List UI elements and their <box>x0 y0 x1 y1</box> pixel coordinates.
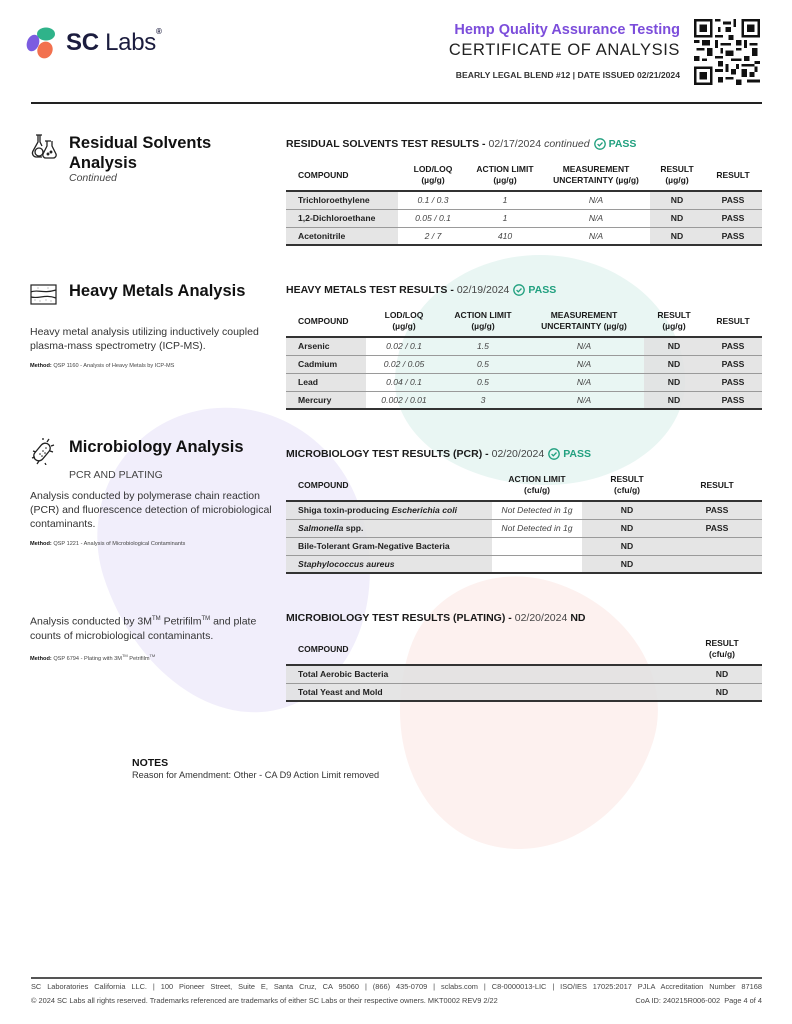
residual-solvents-section <box>30 133 275 184</box>
table-row: 1,2-Dichloroethane 0.05 / 0.1 1 N/A ND PASS <box>286 209 762 227</box>
pcr-description: Analysis conducted by polymerase chain reaction (PCR) and fluorescence detection of microbiological contaminants. <box>30 490 272 530</box>
footer-divider <box>31 977 762 979</box>
section-title: Residual Solvents Analysis <box>69 134 212 172</box>
pass-badge: PASS <box>548 448 591 460</box>
date-issued: DATE ISSUED 02/21/2024 <box>577 70 680 80</box>
table-row: Lead 0.04 / 0.1 0.5 N/A ND PASS <box>286 373 762 391</box>
heavy-metals-table: COMPOUND LOD/LOQ (µg/g) ACTION LIMIT (µg/g) MEASUREMENT UNCERTAINTY (µg/g) RESULT (µg/g) RESULT Arsenic 0.02 / 0.1 1.5 N/A ND PASS Cadmium 0.02 / 0.05 0.5 N/A ND PASS Lead 0.04 / 0.1 0.5 N/A ND PASS Mercury 0.002 / 0.01 3 N/A ND PASS <box>286 310 762 410</box>
header-titles <box>449 22 680 80</box>
notes-text: Reason for Amendment: Other - CA D9 Action Limit removed <box>132 770 380 780</box>
table-row: Total Aerobic Bacteria ND <box>286 665 762 683</box>
coa-id: CoA ID: 240215R006-002 <box>635 996 721 1005</box>
heavy-metals-results <box>286 284 762 410</box>
results-title: MICROBIOLOGY TEST RESULTS (PLATING) - 02/20/2024 ND <box>286 612 586 624</box>
check-circle-icon <box>594 138 606 150</box>
plating-method-text: Method: QSP 6794 - Plating with 3M™ Petrifilm™ <box>30 652 156 662</box>
flask-icon <box>30 133 58 161</box>
plating-section <box>30 612 275 661</box>
status-badge: ND <box>570 612 586 624</box>
section-subtitle: PCR AND PLATING <box>69 469 163 481</box>
microbiology-pcr-results <box>286 448 762 574</box>
heavy-metals-section <box>30 281 275 369</box>
table-row: Mercury 0.002 / 0.01 3 N/A ND PASS <box>286 391 762 409</box>
table-row: Arsenic 0.02 / 0.1 1.5 N/A ND PASS <box>286 337 762 355</box>
header-subtitle: Hemp Quality Assurance Testing <box>454 22 680 38</box>
results-title: HEAVY METALS TEST RESULTS - 02/19/2024 PASS <box>286 284 557 296</box>
microbiology-plating-results <box>286 612 762 702</box>
residual-solvents-table: COMPOUND LOD/LOQ (µg/g) ACTION LIMIT (µg/g) MEASUREMENT UNCERTAINTY (µg/g) RESULT (µg/g) RESULT Trichloroethylene 0.1 / 0.3 1 N/A ND PASS 1,2-Dichloroethane 0.05 / 0.1 1 N/A ND PASS Acetonitrile 2 / 7 410 N/A ND PASS <box>286 164 762 246</box>
table-row: Bile-Tolerant Gram-Negative Bacteria ND <box>286 537 762 555</box>
table-row: Salmonella spp. Not Detected in 1g ND PASS <box>286 519 762 537</box>
section-title: Heavy Metals Analysis <box>69 282 246 300</box>
method-text: Method: QSP 1160 - Analysis of Heavy Metals by ICP-MS <box>30 363 175 369</box>
header-divider <box>31 102 762 104</box>
check-circle-icon <box>513 284 525 296</box>
background-blob-red <box>360 546 691 883</box>
notes-section <box>132 757 379 780</box>
footer-address: SC Laboratories California LLC. | 100 Pioneer Street, Suite E, Santa Cruz, CA 95060 | (866) 435-0709 | sclabs.com | C8-0000013-LIC | ISO/IES 17025:2017 PJLA Accreditation Number 87168 <box>31 982 762 991</box>
layers-icon <box>30 281 58 309</box>
page-number: Page 4 of 4 <box>724 996 762 1005</box>
sc-labs-logo <box>26 26 162 60</box>
pass-badge: PASS <box>513 284 556 296</box>
table-row: Shiga toxin-producing Escherichia coli Not Detected in 1g ND PASS <box>286 501 762 519</box>
microbiology-plating-table: COMPOUND RESULT (cfu/g) Total Aerobic Bacteria ND Total Yeast and Mold ND <box>286 638 762 702</box>
header-meta: BEARLY LEGAL BLEND #12 | DATE ISSUED 02/21/2024 <box>455 70 680 80</box>
footer-copyright: © 2024 SC Labs all rights reserved. Trademarks referenced are trademarks of either SC Labs or their respective owners. MKT0002 REV9 2/22 <box>31 996 498 1005</box>
pcr-method-text: Method: QSP 1221 - Analysis of Microbiological Contaminants <box>30 541 186 547</box>
table-row: Cadmium 0.02 / 0.05 0.5 N/A ND PASS <box>286 355 762 373</box>
table-row: Staphylococcus aureus ND <box>286 555 762 573</box>
pass-badge: PASS <box>594 138 637 150</box>
product-name: BEARLY LEGAL BLEND #12 <box>455 70 571 80</box>
table-row: Acetonitrile 2 / 7 410 N/A ND PASS <box>286 227 762 245</box>
microbiology-pcr-table: COMPOUND ACTION LIMIT (cfu/g) RESULT (cfu/g) RESULT Shiga toxin-producing Escherichia coli Not Detected in 1g ND PASS Salmonella spp. Not Detected in 1g ND PASS Bile-Tolerant Gram-Negative Bacteria ND Staphylococcus aureus ND <box>286 474 762 574</box>
notes-heading: NOTES <box>132 757 169 769</box>
check-circle-icon <box>548 448 560 460</box>
table-row: Total Yeast and Mold ND <box>286 683 762 701</box>
logo-wordmark: SC Labs® <box>66 27 162 56</box>
page-title: CERTIFICATE OF ANALYSIS <box>448 41 680 59</box>
bacteria-icon <box>30 437 58 465</box>
plating-description: Analysis conducted by 3M™ Petrifilm™ and plate counts of microbiological contaminants. <box>30 615 257 642</box>
results-title: RESIDUAL SOLVENTS TEST RESULTS - 02/17/2024 continued PASS <box>286 138 637 150</box>
results-title: MICROBIOLOGY TEST RESULTS (PCR) - 02/20/2024 PASS <box>286 448 592 460</box>
residual-solvents-results <box>286 138 762 246</box>
table-row: Trichloroethylene 0.1 / 0.3 1 N/A ND PASS <box>286 191 762 209</box>
microbiology-section <box>30 437 275 547</box>
footer-legal <box>31 996 762 1005</box>
section-description: Heavy metal analysis utilizing inductively coupled plasma-mass spectrometry (ICP-MS). <box>30 326 259 352</box>
qr-code-icon[interactable] <box>694 19 760 85</box>
logo-mark-icon <box>26 26 60 60</box>
section-title: Microbiology Analysis <box>69 438 244 456</box>
section-subtitle: Continued <box>69 172 117 184</box>
